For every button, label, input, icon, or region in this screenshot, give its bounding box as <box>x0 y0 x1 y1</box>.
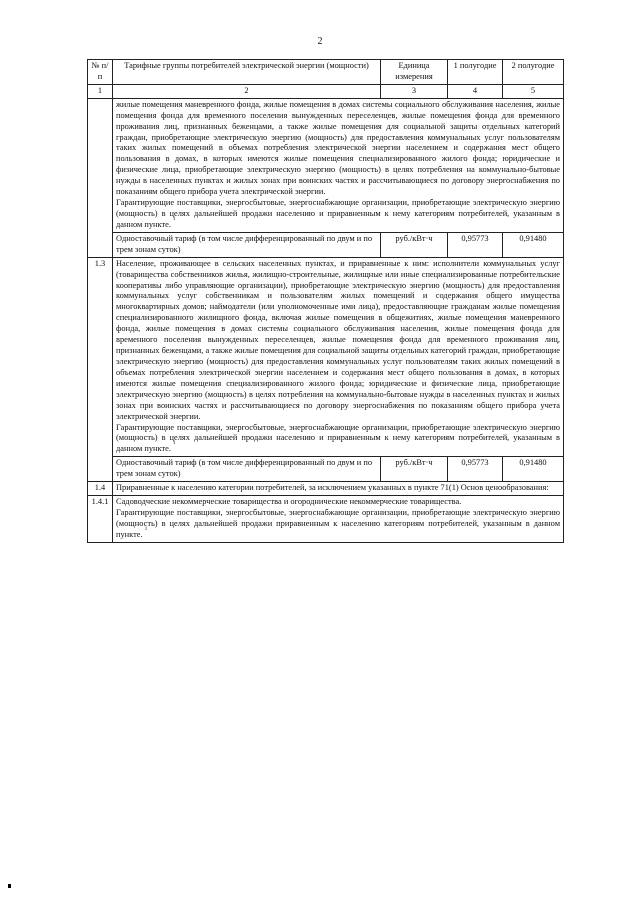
tariff-row <box>88 232 564 257</box>
tariff-unit: руб./кВт·ч <box>381 457 448 482</box>
tariff-table <box>87 59 564 543</box>
table-row <box>88 257 564 457</box>
tariff-name: Одноставочный тариф (в том числе дифференцированный по двум и по трем зонам суток) <box>113 232 381 257</box>
row-number <box>88 98 113 257</box>
consumer-description <box>113 257 564 457</box>
consumer-description <box>113 98 564 232</box>
tariff-value-h2: 0,91480 <box>503 457 564 482</box>
table-header-row <box>88 60 564 85</box>
description-text: Население, проживающее в сельских населенных пунктах, и приравненные к ним: исполнители коммунальных услуг (товарищества собственников жилья, жилищно-строительные, жилищные или иные специализированные потребительские кооперативы либо управляющие организации), приобретающие электрическую энергию (мощность) для предоставления коммунальных услуг собственникам и пользователям жилых помещений и содержания общего имущества многоквартирных домов; наймодатели (или уполномоченные ими лица), предоставляющие гражданам жилые помещения специализированного жилищного фонда, включая жилые помещения в общежитиях, жилые помещения маневренного фонда, жилые помещения в домах системы социального обслуживания населения, жилые помещения фонда для временного поселения вынужденных переселенцев, жилые помещения фонда для временного проживания лиц, признанных беженцами, а также жилые помещения для социальной защиты отдельных категорий граждан, приобретающие электрическую энергию (мощность) для предоставления коммунальных услуг пользователям таких жилых помещений в объемах потребления электрической энергии населением и содержания мест общего пользования в домах, в которых имеются жилые помещения специализированного жилого фонда; юридические и физические лица, приобретающие электрическую энергию (мощность) в целях потребления на коммунально-бытовые нужды в населенных пунктах и жилых зонах при воинских частях и рассчитывающиеся по договору энергоснабжения по показаниям общего прибора учета электрической энергии. <box>116 258 560 421</box>
scan-mark <box>8 884 11 888</box>
column-number: 2 <box>113 84 381 98</box>
header-consumer-group: Тарифные группы потребителей электрической энергии (мощности) <box>113 60 381 85</box>
footnote-ref: 1 <box>173 216 176 222</box>
description-text-2: Гарантирующие поставщики, энергосбытовые, энергоснабжающие организации, приобретающие электрическую энергию (мощность) в целях дальнейшей продажи приравненным к населению категориям потребителей, указанным в данном пункте. $^1$ <box>116 507 560 539</box>
description-text-2: Гарантирующие поставщики, энергосбытовые, энергоснабжающие организации, приобретающие электрическую энергию (мощность) в целях дальнейшей продажи населению и приравненным к нему категориям потребителей, указанным в данном пункте. $^1$ <box>116 198 560 229</box>
description-text: Садоводческие некоммерческие товарищества и огороднические некоммерческие товарищества. <box>116 497 462 507</box>
tariff-value-h2: 0,91480 <box>503 232 564 257</box>
footnote-ref: 1 <box>144 526 148 532</box>
column-number: 4 <box>448 84 503 98</box>
tariff-name: Одноставочный тариф (в том числе дифференцированный по двум и по трем зонам суток) <box>113 457 381 482</box>
column-number: 3 <box>381 84 448 98</box>
consumer-description <box>113 496 564 543</box>
column-number-row <box>88 84 564 98</box>
page-number: 2 <box>317 36 323 47</box>
column-number: 1 <box>88 84 113 98</box>
row-number: 1.3 <box>88 257 113 481</box>
header-half-1: 1 полугодие <box>448 60 503 85</box>
row-number: 1.4 <box>88 482 113 496</box>
tariff-value-h1: 0,95773 <box>448 457 503 482</box>
description-text: Приравненные к населению категории потребителей, за исключением указанных в пункте 71(1) Основ ценообразования: <box>116 483 549 493</box>
tariff-unit: руб./кВт·ч <box>381 232 448 257</box>
header-half-2: 2 полугодие <box>503 60 564 85</box>
row-number: 1.4.1 <box>88 496 113 543</box>
description-text: жилые помещения маневренного фонда, жилые помещения в домах системы социального обслуживания населения, жилые помещения фонда для временного поселения вынужденных переселенцев, жилые помещения фонда для временного проживания лиц, признанных беженцами, а также жилые помещения для социальной защиты отдельных категорий граждан, приобретающие электрическую энергию (мощность) для предоставления коммунальных услуг пользователям таких жилых помещений в объемах потребления электрической энергии населением и содержания мест общего пользования в домах, в которых имеются жилые помещения специализированного жилого фонда; юридические и физические лица, приобретающие электрическую энергию (мощность) в целях потребления на коммунально-бытовые нужды в населенных пунктах и жилых зонах при воинских частях и рассчитывающиеся по договору энергоснабжения по показаниям общего прибора учета электрической энергии. <box>116 99 560 197</box>
consumer-description <box>113 482 564 496</box>
header-unit: Единица измерения <box>381 60 448 85</box>
description-text-2: Гарантирующие поставщики, энергосбытовые, энергоснабжающие организации, приобретающие электрическую энергию (мощность) в целях дальнейшей продажи населению и приравненным к нему категориям потребителей, указанным в данном пункте. $^1$ <box>116 422 560 454</box>
column-number: 5 <box>503 84 564 98</box>
table-row <box>88 482 564 496</box>
table-row <box>88 496 564 543</box>
tariff-value-h1: 0,95773 <box>448 232 503 257</box>
tariff-row <box>88 457 564 482</box>
table-row <box>88 98 564 232</box>
footnote-ref: 1 <box>173 441 176 447</box>
header-number: № п/п <box>88 60 113 85</box>
